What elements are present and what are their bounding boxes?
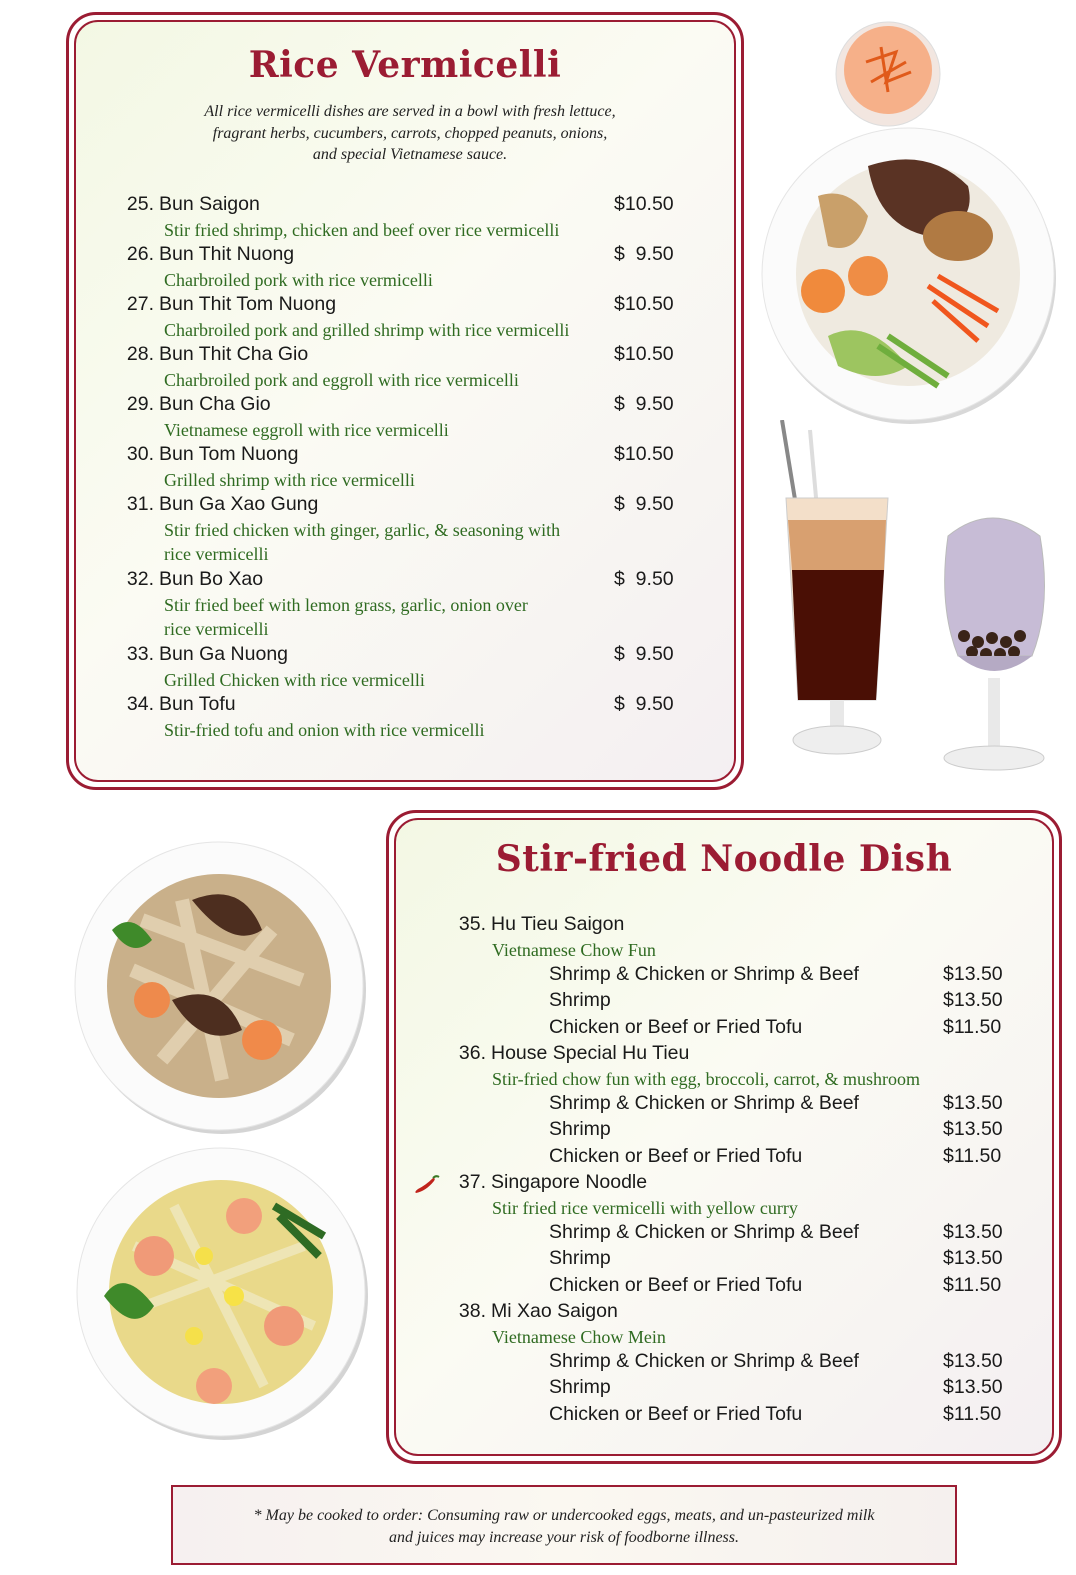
option-price: $11.50 xyxy=(943,1273,1002,1296)
option-label: Shrimp xyxy=(549,989,611,1012)
item-number: 31. xyxy=(126,493,154,515)
item-name: Bun Bo Xao xyxy=(159,568,264,590)
item-price: $10.50 xyxy=(614,343,674,365)
iced-coffee-photo xyxy=(772,420,902,770)
option-label: Chicken or Beef or Fried Tofu xyxy=(549,1015,803,1038)
option-price: $13.50 xyxy=(943,1092,1003,1114)
item-price: $10.50 xyxy=(614,193,674,215)
food-safety-notice xyxy=(171,1485,957,1565)
option-price: $13.50 xyxy=(943,1118,1003,1141)
item-description: Stir fried shrimp, chicken and beef over rice vermicelli xyxy=(164,220,560,240)
item-number: 27. xyxy=(126,293,154,315)
bun-bowl-photo xyxy=(758,126,1058,426)
item-number: 25. xyxy=(126,193,154,215)
stir-fried-title: Stir-fried Noodle Dish xyxy=(495,838,953,880)
item-price: $10.50 xyxy=(614,293,674,315)
option-label: Shrimp & Chicken or Shrimp & Beef xyxy=(549,1350,859,1372)
option-label: Chicken or Beef or Fried Tofu xyxy=(549,1144,803,1167)
option-label: Shrimp xyxy=(549,1247,611,1270)
item-number: 38. xyxy=(458,1300,486,1322)
item-description: Vietnamese eggroll with rice vermicelli xyxy=(164,420,449,440)
item-description: Charbroiled pork and grilled shrimp with rice vermicelli xyxy=(164,320,570,340)
item-description: Charbroiled pork and eggroll with rice vermicelli xyxy=(164,370,519,390)
menu-item xyxy=(113,393,271,416)
option-label: Shrimp & Chicken or Shrimp & Beef xyxy=(549,1221,859,1243)
menu-item xyxy=(113,343,308,366)
item-price: $ 9.50 xyxy=(614,643,674,665)
item-number: 30. xyxy=(126,443,154,465)
singapore-noodle-photo xyxy=(74,1146,370,1442)
menu-item xyxy=(113,243,294,266)
rice-vermicelli-intro-line: fragrant herbs, cucumbers, carrots, chopped peanuts, onions, xyxy=(212,125,608,142)
menu-item xyxy=(445,1300,618,1323)
rice-vermicelli-intro-line: All rice vermicelli dishes are served in a bowl with fresh lettuce, xyxy=(204,103,616,120)
option-price: $13.50 xyxy=(943,989,1003,1012)
item-description: Vietnamese Chow Mein xyxy=(492,1327,666,1347)
item-number: 34. xyxy=(126,693,154,715)
item-number: 28. xyxy=(126,343,154,365)
item-price: $ 9.50 xyxy=(614,393,674,415)
item-number: 35. xyxy=(458,913,486,935)
dipping-sauce-photo xyxy=(826,12,950,132)
menu-item xyxy=(445,1042,689,1065)
taro-boba-photo xyxy=(934,506,1056,774)
item-name: Hu Tieu Saigon xyxy=(491,913,625,935)
item-description: Charbroiled pork with rice vermicelli xyxy=(164,270,433,290)
item-description: Grilled Chicken with rice vermicelli xyxy=(164,670,425,690)
chow-fun-photo xyxy=(72,840,368,1136)
menu-item xyxy=(113,643,288,666)
menu-item xyxy=(113,293,336,316)
item-name: Bun Thit Nuong xyxy=(159,243,295,265)
option-label: Shrimp & Chicken or Shrimp & Beef xyxy=(549,1092,859,1114)
item-description: Vietnamese Chow Fun xyxy=(492,940,656,960)
item-name: Bun Ga Nuong xyxy=(159,643,289,665)
option-price: $11.50 xyxy=(943,1144,1002,1167)
option-price: $13.50 xyxy=(943,1376,1003,1399)
item-description: Stir fried chicken with ginger, garlic, & seasoning with xyxy=(164,520,561,540)
option-price: $11.50 xyxy=(943,1015,1002,1038)
item-price: $10.50 xyxy=(614,443,674,465)
item-name: Bun Tofu xyxy=(159,693,236,715)
option-label: Shrimp xyxy=(549,1376,611,1399)
option-price: $13.50 xyxy=(943,1221,1003,1243)
item-description: Stir-fried tofu and onion with rice vermicelli xyxy=(164,720,485,740)
option-price: $13.50 xyxy=(943,1247,1003,1270)
menu-item xyxy=(113,568,263,591)
item-number: 36. xyxy=(458,1042,486,1064)
item-description: Stir-fried chow fun with egg, broccoli, carrot, & mushroom xyxy=(492,1069,921,1089)
item-price: $ 9.50 xyxy=(614,493,674,515)
item-name: Bun Thit Cha Gio xyxy=(159,343,309,365)
item-price: $ 9.50 xyxy=(614,693,674,715)
option-price: $13.50 xyxy=(943,963,1003,985)
item-number: 29. xyxy=(126,393,154,415)
item-name: Singapore Noodle xyxy=(491,1171,648,1193)
item-description: Stir fried rice vermicelli with yellow curry xyxy=(492,1198,798,1218)
item-name: Bun Tom Nuong xyxy=(159,443,299,465)
item-name: Bun Cha Gio xyxy=(159,393,271,415)
rice-vermicelli-intro-line: and special Vietnamese sauce. xyxy=(312,146,508,163)
option-price: $13.50 xyxy=(943,1350,1003,1372)
menu-item xyxy=(113,693,236,716)
item-price: $ 9.50 xyxy=(614,243,674,265)
item-description: rice vermicelli xyxy=(164,544,269,564)
item-name: Bun Ga Xao Gung xyxy=(159,493,319,515)
item-number: 37. xyxy=(458,1171,486,1193)
notice-line: and juices may increase your risk of foodborne illness. xyxy=(388,1529,740,1546)
notice-line: * May be cooked to order: Consuming raw or undercooked eggs, meats, and un-pasteurized milk xyxy=(253,1507,875,1524)
item-name: House Special Hu Tieu xyxy=(491,1042,690,1064)
menu-item xyxy=(113,193,260,216)
menu-item xyxy=(445,1171,647,1194)
chili-pepper-icon xyxy=(414,1175,440,1195)
item-description: rice vermicelli xyxy=(164,619,269,639)
item-name: Bun Thit Tom Nuong xyxy=(159,293,337,315)
menu-item xyxy=(113,493,318,516)
item-number: 33. xyxy=(126,643,154,665)
item-number: 26. xyxy=(126,243,154,265)
option-label: Chicken or Beef or Fried Tofu xyxy=(549,1273,803,1296)
menu-item xyxy=(445,913,624,936)
item-price: $ 9.50 xyxy=(614,568,674,590)
option-label: Shrimp xyxy=(549,1118,611,1141)
item-name: Bun Saigon xyxy=(159,193,260,215)
option-label: Chicken or Beef or Fried Tofu xyxy=(549,1402,803,1425)
menu-item xyxy=(113,443,298,466)
option-price: $11.50 xyxy=(943,1402,1002,1425)
item-description: Grilled shrimp with rice vermicelli xyxy=(164,470,415,490)
rice-vermicelli-title: Rice Vermicelli xyxy=(248,44,562,86)
item-name: Mi Xao Saigon xyxy=(491,1300,618,1322)
item-number: 32. xyxy=(126,568,154,590)
item-description: Stir fried beef with lemon grass, garlic, onion over xyxy=(164,595,528,615)
option-label: Shrimp & Chicken or Shrimp & Beef xyxy=(549,963,859,985)
